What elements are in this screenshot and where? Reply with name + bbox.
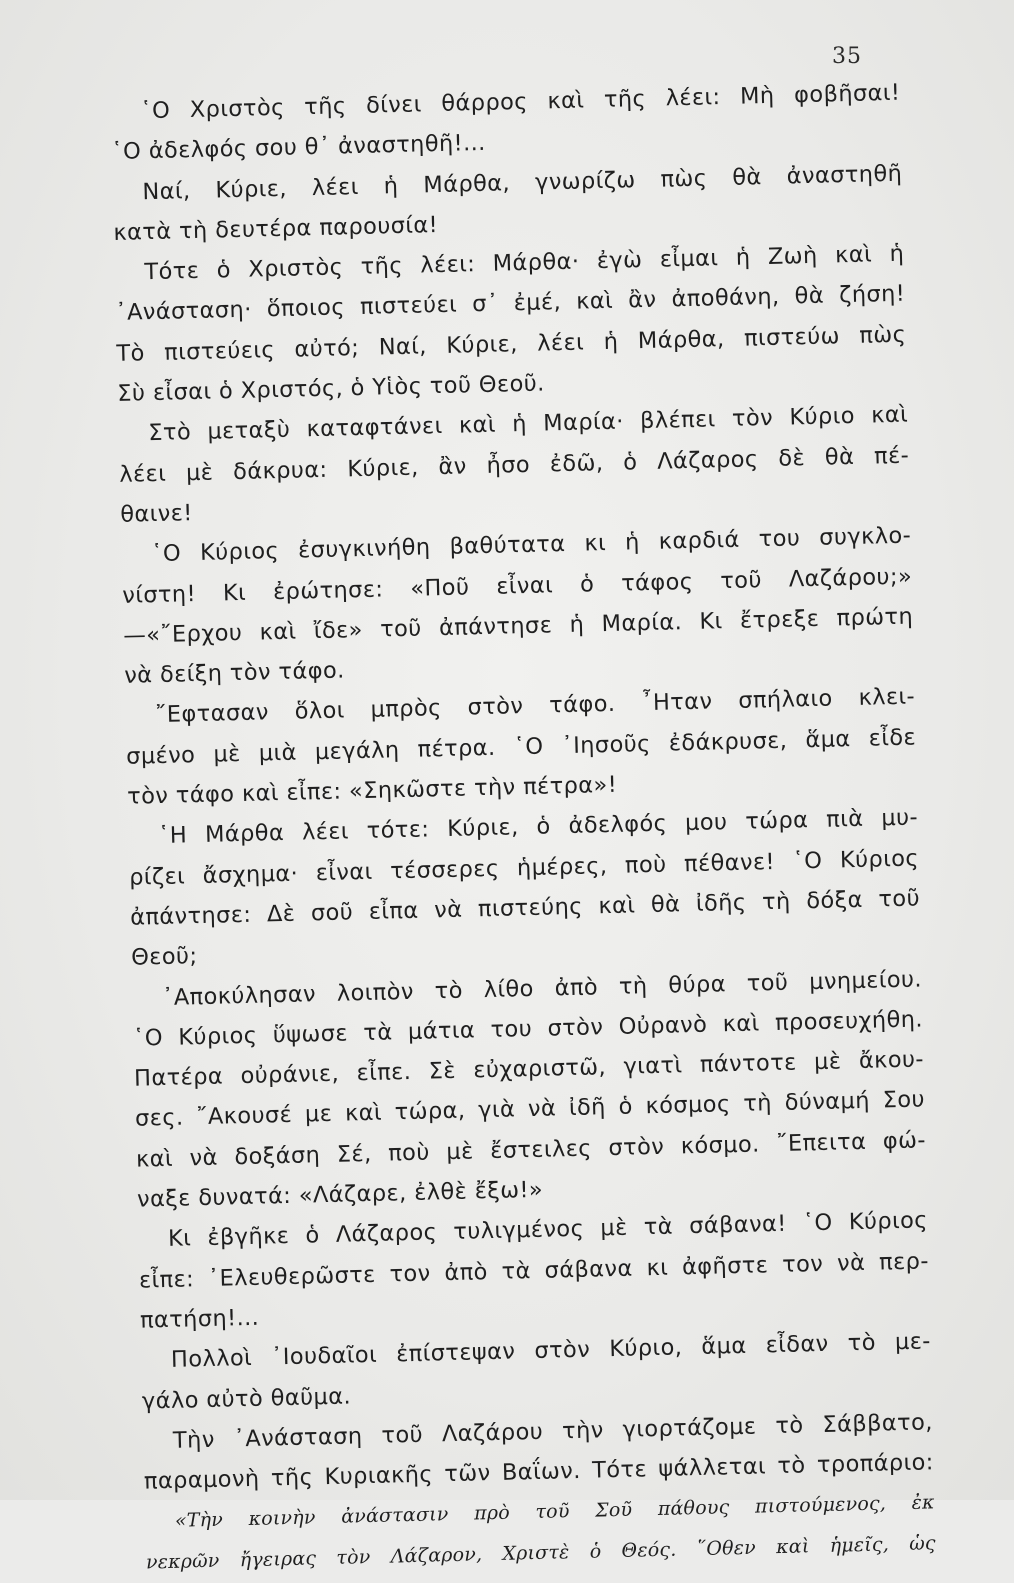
text-line: πατήση!...	[139, 1304, 260, 1334]
text-line: ρίζει ἄσχημα· εἶναι τέσσερες ἡμέρες, ποὺ πέθανε! ῾Ο Κύριος	[128, 845, 920, 891]
text-line: λέει μὲ δάκρυα: Κύριε, ἂν ἦσο ἐδῶ, ὁ Λάζαρος δὲ θὰ πέ-	[119, 442, 910, 488]
text-line: ναξε δυνατά: «Λάζαρε, ἐλθὲ ἔξω!»	[136, 1176, 544, 1213]
text-line: νεκρῶν ἤγειρας τὸν Λάζαρον, Χριστὲ ὁ Θεός. ῞Οθεν καὶ ἡμεῖς, ὡς	[145, 1531, 936, 1574]
text-line: ᾽Αποκύλησαν λοιπὸν τὸ λίθο ἀπὸ τὴ θύρα τοῦ μνημείου.	[161, 965, 923, 1011]
text-line: —«῎Ερχου καὶ ἴδε» τοῦ ἀπάντησε ἡ Μαρία. Κι ἔτρεξε πρώτη	[122, 603, 914, 649]
text-line: ῾Ο Κύριος ἐσυγκινήθη βαθύτατα κι ἡ καρδιά του συγκλο-	[150, 522, 912, 568]
text-line: παραμονὴ τῆς Κυριακῆς τῶν Βαΐων. Τότε ψάλλεται τὸ τροπάριο:	[143, 1449, 935, 1495]
text-line: ῾Ο Χριστὸς τῆς δίνει θάρρος καὶ τῆς λέει: Μὴ φοβῆσαι!	[140, 79, 901, 125]
text-line: κατὰ τὴ δευτέρα παρουσία!	[113, 211, 439, 246]
text-line: Θεοῦ;	[130, 943, 198, 971]
text-line: ῾Η Μάρθα λέει τότε: Κύριε, ὁ ἀδελφός μου τώρα πιὰ μυ-	[157, 804, 919, 850]
text-line: Τὸ πιστεύεις αὐτό; Ναί, Κύριε, λέει ἡ Μάρθα, πιστεύω πὼς	[116, 321, 907, 367]
text-line: Πατέρα οὐράνιε, εἶπε. Σὲ εὐχαριστῶ, γιατὶ πάντοτε μὲ ἄκου-	[133, 1046, 925, 1092]
text-line: ῾Ο Κύριος ὕψωσε τὰ μάτια του στὸν Οὐρανὸ καὶ προσευχήθη.	[132, 1006, 924, 1052]
text-line: Τότε ὁ Χριστὸς τῆς λέει: Μάρθα· ἐγὼ εἶμαι ἡ Ζωὴ καὶ ἡ	[144, 240, 905, 286]
text-line: ἀπάντησε: Δὲ σοῦ εἶπα νὰ πιστεύης καὶ θὰ ἰδῆς τὴ δόξα τοῦ	[129, 885, 921, 931]
text-line: Στὸ μεταξὺ καταφτάνει καὶ ἡ Μαρία· βλέπει τὸν Κύριο καὶ	[148, 401, 909, 447]
text-line: Ναί, Κύριε, λέει ἡ Μάρθα, γνωρίζω πὼς θὰ ἀναστηθῆ	[142, 160, 903, 205]
text-line: Κι ἐβγῆκε ὁ Λάζαρος τυλιγμένος μὲ τὰ σάβανα! ῾Ο Κύριος	[167, 1207, 929, 1253]
text-line: εἶπε: ᾽Ελευθερῶστε τον ἀπὸ τὰ σάβανα κι ἀφῆστε τον νὰ περ-	[138, 1247, 930, 1294]
body-text	[110, 73, 936, 1583]
text-line: νίστη! Κι ἐρώτησε: «Ποῦ εἶναι ὁ τάφος τοῦ Λαζάρου;»	[121, 563, 913, 609]
text-line: θαινε!	[120, 500, 194, 528]
text-line: Πολλοὶ ᾽Ιουδαῖοι ἐπίστεψαν στὸν Κύριο, ἅμα εἶδαν τὸ με-	[170, 1328, 932, 1374]
page-number: 35	[832, 44, 862, 69]
text-line: ῎Εφτασαν ὅλοι μπρὸς στὸν τάφο. ῏Ηταν σπήλαιο κλει-	[154, 683, 916, 729]
text-line: γάλο αὐτὸ θαῦμα.	[141, 1383, 352, 1415]
text-line: «Τὴν κοινὴν ἀνάστασιν πρὸ τοῦ Σοῦ πάθους πιστούμενος, ἐκ	[174, 1491, 935, 1533]
text-line: νὰ δείξη τὸν τάφο.	[123, 657, 345, 689]
text-line: τὸν τάφο καὶ εἶπε: «Σηκῶστε τὴν πέτρα»!	[126, 771, 618, 810]
text-line: σες. ῎Ακουσέ με καὶ τώρα, γιὰ νὰ ἰδῆ ὁ κόσμος τὴ δύναμή Σου	[134, 1086, 926, 1133]
text-line: ῾Ο ἀδελφός σου θ᾽ ἀναστηθῆ!...	[111, 130, 487, 166]
text-line: Τὴν ᾽Ανάσταση τοῦ Λαζάρου τὴν γιορτάζομε τὸ Σάββατο,	[172, 1409, 934, 1454]
text-line: καὶ νὰ δοξάση Σέ, ποὺ μὲ ἔστειλες στὸν κόσμο. ῎Επειτα φώ-	[135, 1127, 927, 1173]
text-line: ᾽Ανάσταση· ὅποιος πιστεύει σ᾽ ἐμέ, καὶ ἂν ἀποθάνη, θὰ ζήση!	[115, 281, 906, 327]
text-line: σμένο μὲ μιὰ μεγάλη πέτρα. ῾Ο ᾽Ιησοῦς ἐδάκρυσε, ἅμα εἶδε	[125, 724, 917, 770]
text-line: Σὺ εἶσαι ὁ Χριστός, ὁ Υἱὸς τοῦ Θεοῦ.	[117, 370, 545, 407]
